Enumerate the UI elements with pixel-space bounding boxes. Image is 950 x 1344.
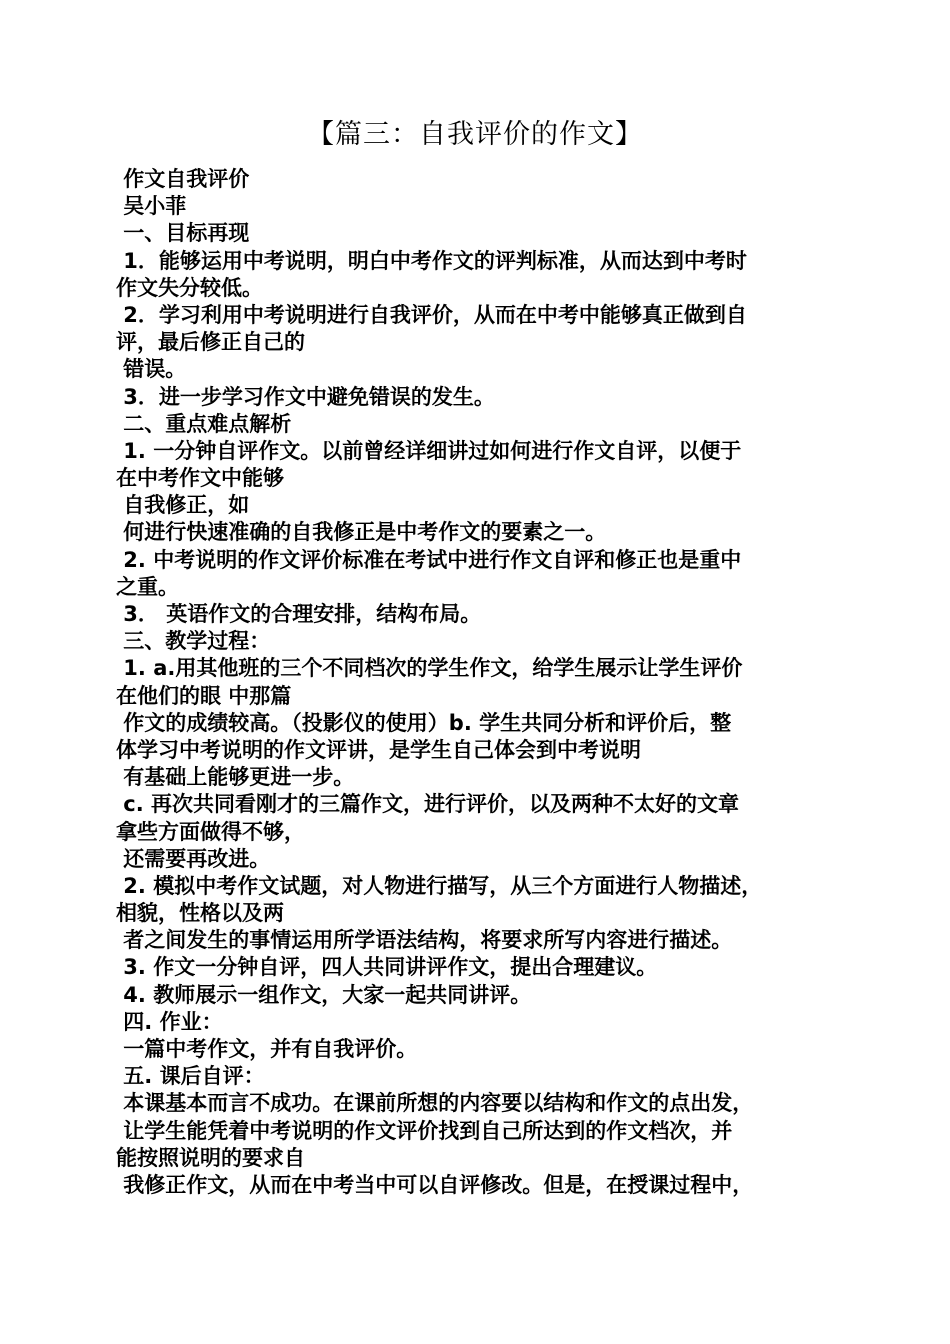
text-line: 本课基本而言不成功。在课前所想的内容要以结构和作文的点出发， [116, 1091, 754, 1116]
text-line: 何进行快速准确的自我修正是中考作文的要素之一。 [116, 520, 607, 545]
text-line: 评，最后修正自己的 [116, 330, 305, 355]
text-line: 错误。 [116, 357, 187, 382]
text-line: 2. 模拟中考作文试题，对人物进行描写，从三个方面进行人物描述， [116, 873, 763, 898]
text-line: 吴小菲 [116, 194, 187, 219]
text-line: 三、教学过程： [116, 629, 271, 654]
document-body [116, 166, 836, 1199]
text-line: 2. 中考说明的作文评价标准在考试中进行作文自评和修正也是重中 [116, 547, 742, 572]
text-line: 拿些方面做得不够， [116, 819, 305, 844]
text-line: c. 再次共同看刚才的三篇作文，进行评价，以及两种不太好的文章 [116, 792, 740, 817]
text-line: 一篇中考作文，并有自我评价。 [116, 1037, 418, 1061]
text-line: 1. a.用其他班的三个不同档次的学生作文，给学生展示让学生评价 [116, 656, 743, 681]
text-line: 在中考作文中能够 [116, 466, 284, 491]
text-line: 有基础上能够更进一步。 [116, 765, 355, 790]
document-title: 【篇三：自我评价的作文】 [307, 119, 643, 150]
text-line: 者之间发生的事情运用所学语法结构，将要求所写内容进行描述。 [116, 928, 733, 953]
text-line: 在他们的眼 中那篇 [116, 683, 292, 708]
text-line: 让学生能凭着中考说明的作文评价找到自己所达到的作文档次，并 [116, 1118, 733, 1143]
text-line: 作文失分较低。 [116, 275, 263, 300]
text-line: 作文自我评价 [116, 167, 250, 191]
text-line: 相貌，性格以及两 [116, 901, 284, 926]
text-line: 3．进一步学习作文中避免错误的发生。 [116, 384, 495, 409]
text-line: 1. 一分钟自评作文。以前曾经详细讲过如何进行作文自评，以便于 [116, 438, 742, 463]
text-line: 二、重点难点解析 [116, 411, 292, 436]
text-line: 能按照说明的要求自 [116, 1145, 305, 1170]
text-line: 我修正作文，从而在中考当中可以自评修改。但是，在授课过程中， [116, 1172, 754, 1197]
text-line: 1．能够运用中考说明，明白中考作文的评判标准，从而达到中考时 [116, 248, 747, 273]
text-line: 五. 课后自评： [116, 1064, 265, 1089]
text-line: 四. 作业： [116, 1009, 223, 1034]
text-line: 4. 教师展示一组作文，大家一起共同讲评。 [116, 982, 532, 1007]
text-line: 自我修正，如 [116, 493, 250, 518]
text-line: 之重。 [116, 574, 179, 599]
text-line: 体学习中考说明的作文评讲，是学生自己体会到中考说明 [116, 737, 641, 762]
text-line: 3. 作文一分钟自评，四人共同讲评作文，提出合理建议。 [116, 955, 658, 980]
text-line: 作文的成绩较高。（投影仪的使用）b. 学生共同分析和评价后，整 [116, 710, 732, 735]
text-line: 一、目标再现 [116, 221, 250, 246]
text-line: 3． 英语作文的合理安排，结构布局。 [116, 602, 482, 626]
text-line: 还需要再改进。 [116, 846, 271, 871]
text-line: 2．学习利用中考说明进行自我评价，从而在中考中能够真正做到自 [116, 302, 747, 327]
